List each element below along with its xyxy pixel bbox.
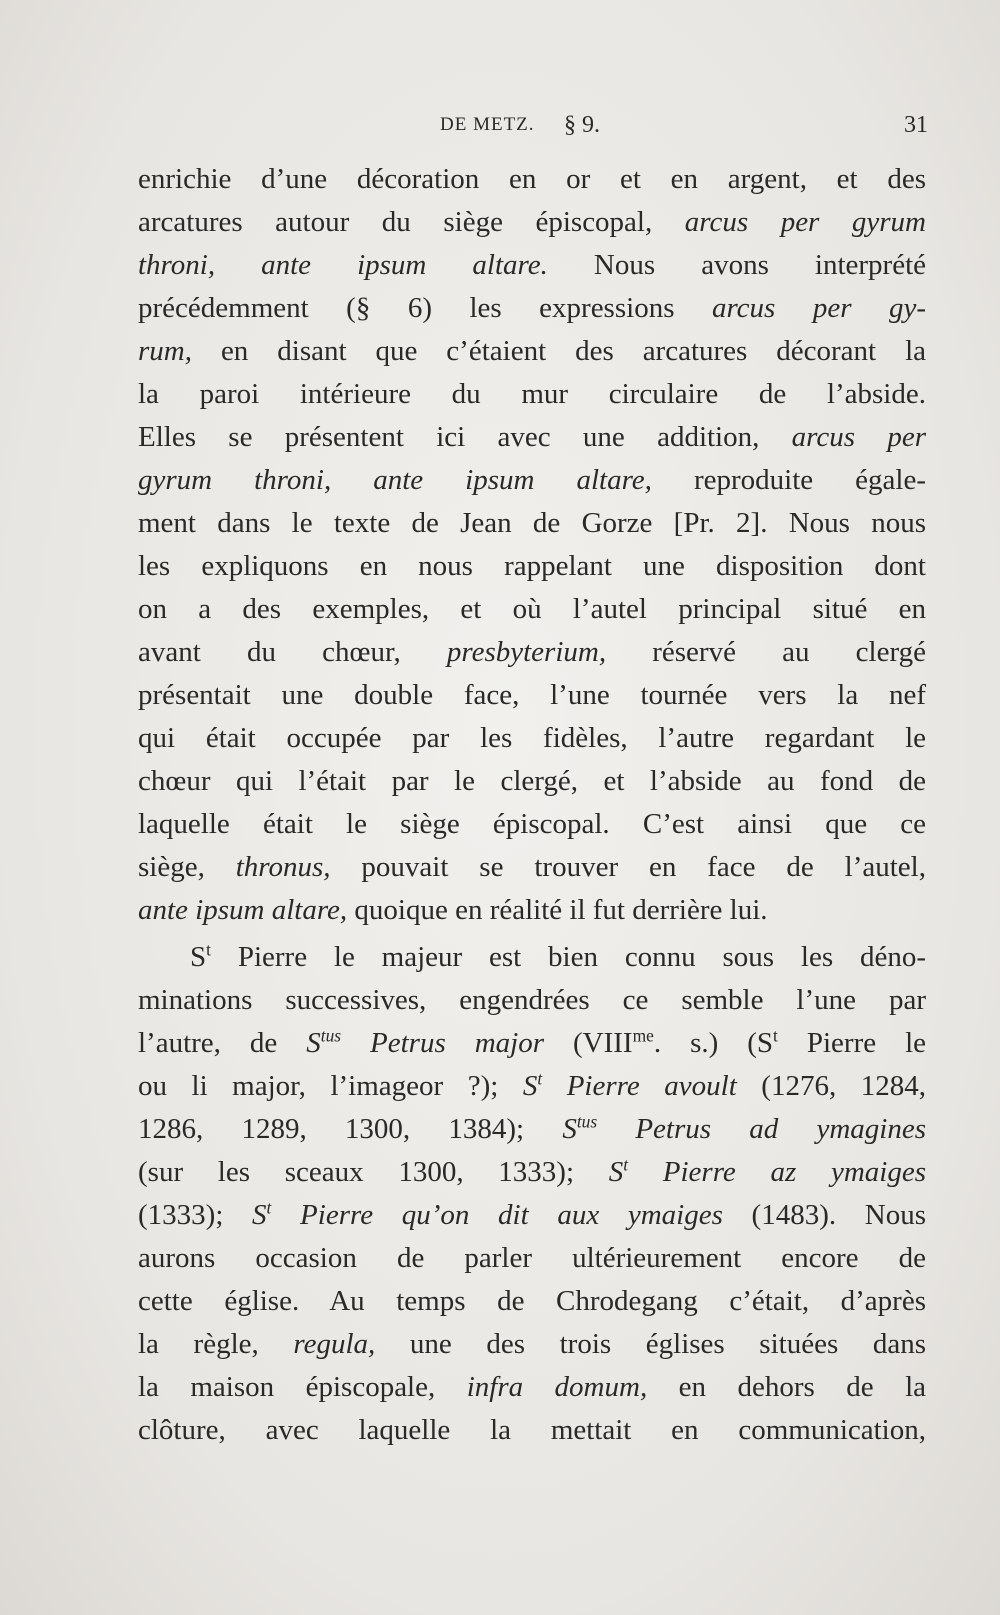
text-run: les expliquons en nous rappelant une disposition dont — [138, 550, 926, 582]
text-run: présentait une double face, l’une tournée vers la nef — [138, 679, 926, 711]
text-run: ou li major, l’imageor ?); — [138, 1070, 523, 1102]
text-run: clôture, avec laquelle la mettait en communication, — [138, 1414, 926, 1446]
text-line — [138, 1194, 926, 1237]
text-line — [138, 416, 926, 459]
running-title: DE METZ. — [440, 114, 535, 135]
text-line — [138, 717, 926, 760]
italic-text: S — [522, 1070, 538, 1102]
paragraph — [138, 158, 926, 932]
text-run: quoique en réalité il fut derrière lui. — [347, 894, 768, 926]
text-run: l’autre, de — [138, 1027, 307, 1059]
text-run: . s.) (S — [653, 1027, 774, 1059]
text-run: en dehors de la — [647, 1371, 926, 1403]
text-run: la paroi intérieure du mur circulaire de l’abside. — [138, 378, 926, 410]
text-run: aurons occasion de parler ultérieurement encore de — [138, 1242, 926, 1274]
text-run: minations successives, engendrées ce semble l’une par — [138, 984, 926, 1016]
text-run: la maison épiscopale, — [138, 1371, 467, 1403]
text-run: précédemment (§ 6) les expressions — [138, 292, 712, 324]
text-run: (1276, 1284, — [736, 1070, 926, 1102]
italic-text: regula, — [293, 1328, 376, 1360]
text-line — [138, 1366, 926, 1409]
text-run: pouvait se trouver en face de l’autel, — [330, 851, 926, 883]
text-run: (1333); — [138, 1199, 253, 1231]
italic-text: tus — [320, 1025, 342, 1046]
italic-text: Pierre qu’on dit aux ymaiges — [271, 1199, 723, 1231]
text-run: Nous avons interprété — [547, 249, 926, 281]
italic-text: Petrus ad ymagines — [597, 1113, 927, 1145]
italic-text: S — [306, 1027, 321, 1059]
italic-text: S — [562, 1113, 577, 1145]
text-line — [138, 1151, 926, 1194]
text-run: qui était occupée par les fidèles, l’autre regardant le — [138, 722, 926, 754]
text-line — [138, 889, 926, 932]
text-run: 1286, 1289, 1300, 1384); — [138, 1113, 563, 1145]
text-run: (VIII — [544, 1027, 633, 1059]
text-line — [138, 1323, 926, 1366]
italic-text: gyrum throni, ante ipsum altare, — [138, 464, 652, 496]
text-line — [138, 545, 926, 588]
text-line — [138, 936, 926, 979]
italic-text: infra domum, — [466, 1371, 648, 1403]
text-line — [138, 588, 926, 631]
italic-text: S — [252, 1199, 267, 1231]
text-line — [138, 674, 926, 717]
text-run: t — [206, 939, 211, 960]
italic-text: t — [623, 1154, 629, 1175]
text-run: ment dans le texte de Jean de Gorze [Pr. 2]. Nous nous — [138, 507, 926, 539]
text-run: laquelle était le siège épiscopal. C’est ainsi que ce — [138, 808, 926, 840]
text-run: Pierre le — [777, 1027, 927, 1059]
text-run: Pierre le majeur est bien connu sous les déno- — [210, 941, 926, 973]
text-line — [138, 760, 926, 803]
text-line — [138, 1237, 926, 1280]
body-text — [138, 158, 926, 1452]
text-line — [138, 1280, 926, 1323]
paragraph — [138, 936, 926, 1452]
text-run: (sur les sceaux 1300, 1333); — [138, 1156, 609, 1188]
text-line — [138, 803, 926, 846]
text-run: avant du chœur, — [138, 636, 447, 668]
text-run: arcatures autour du siège épiscopal, — [138, 206, 685, 238]
text-run: S — [190, 941, 207, 973]
text-run: réservé au clergé — [606, 636, 926, 668]
text-run: Elles se présentent ici avec une addition, — [138, 421, 792, 453]
text-run: en disant que c’étaient des arcatures décorant la — [191, 335, 926, 367]
italic-text: arcus per gy- — [711, 292, 926, 324]
italic-text: thronus, — [235, 851, 331, 883]
italic-text: Pierre az ymaiges — [628, 1156, 927, 1188]
page-number: 31 — [904, 112, 928, 138]
text-run: me — [632, 1025, 654, 1046]
italic-text: ante ipsum altare, — [138, 894, 348, 926]
text-run: une des trois églises situées dans — [375, 1328, 926, 1360]
text-run: cette église. Au temps de Chrodegang c’était, d’après — [138, 1285, 926, 1317]
text-line — [138, 459, 926, 502]
text-line — [138, 1022, 926, 1065]
text-run: reproduite égale- — [651, 464, 926, 496]
text-line — [138, 1108, 926, 1151]
italic-text: S — [608, 1156, 624, 1188]
italic-text: t — [537, 1068, 543, 1089]
page-header — [0, 114, 1000, 148]
text-line — [138, 979, 926, 1022]
italic-text: Petrus major — [341, 1027, 545, 1059]
text-run: (1483). Nous — [722, 1199, 927, 1231]
text-run: chœur qui l’était par le clergé, et l’abside au fond de — [138, 765, 926, 797]
text-line — [138, 158, 926, 201]
text-line — [138, 373, 926, 416]
italic-text: t — [266, 1197, 272, 1218]
section-number: § 9. — [564, 112, 600, 138]
text-line — [138, 1065, 926, 1108]
italic-text: presbyterium, — [446, 636, 607, 668]
text-line — [138, 502, 926, 545]
text-run: la règle, — [138, 1328, 294, 1360]
italic-text: arcus per — [791, 421, 926, 453]
italic-text: Pierre avoult — [542, 1070, 737, 1102]
text-run: siège, — [138, 851, 236, 883]
text-line — [138, 1409, 926, 1452]
italic-text: rum, — [138, 335, 192, 367]
italic-text: tus — [576, 1111, 598, 1132]
italic-text: arcus per gyrum — [684, 206, 926, 238]
text-line — [138, 846, 926, 889]
text-line — [138, 244, 926, 287]
text-line — [138, 201, 926, 244]
text-run: enrichie d’une décoration en or et en argent, et des — [138, 163, 926, 195]
italic-text: throni, ante ipsum altare. — [138, 249, 548, 281]
text-run: on a des exemples, et où l’autel principal situé en — [138, 593, 926, 625]
text-line — [138, 631, 926, 674]
text-run: t — [773, 1025, 778, 1046]
text-line — [138, 330, 926, 373]
text-line — [138, 287, 926, 330]
